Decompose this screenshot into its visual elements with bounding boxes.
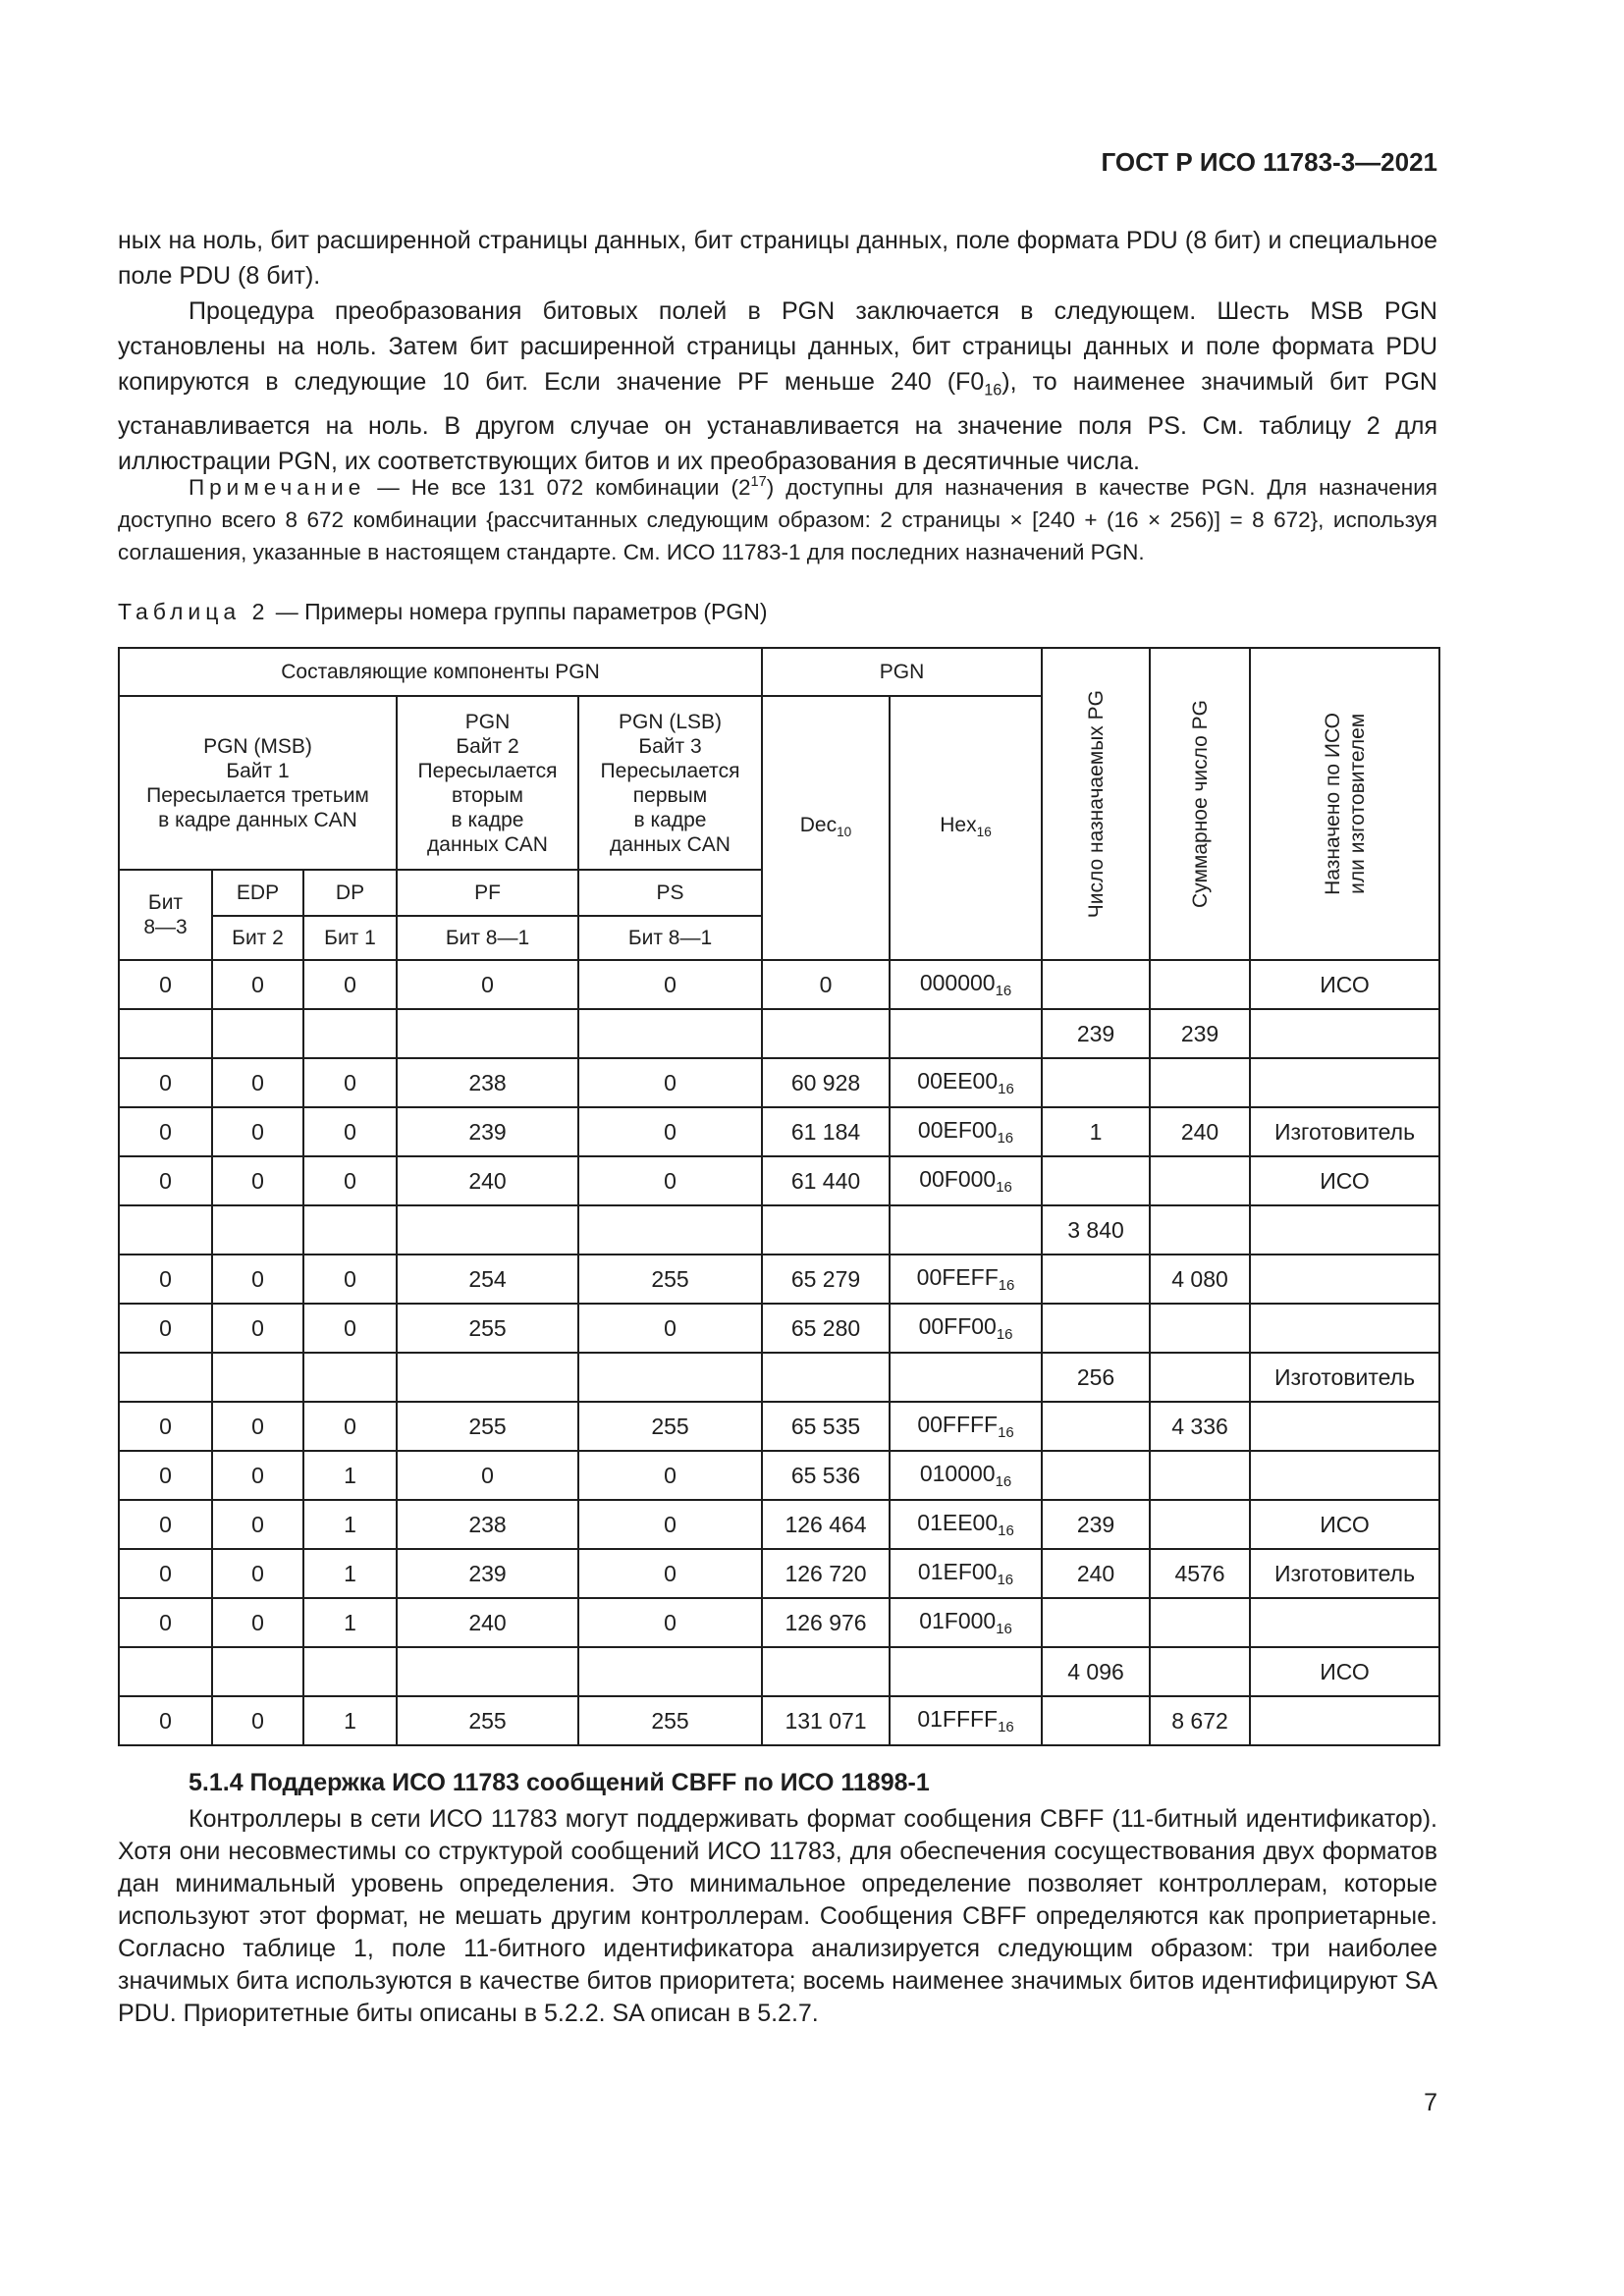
table-row — [119, 1647, 1439, 1696]
cell-b: 0 — [119, 1156, 212, 1205]
cell-ps: 0 — [578, 1156, 762, 1205]
cell-ps: 255 — [578, 1402, 762, 1451]
cell-hex: $000000_{16}$ — [890, 960, 1042, 1009]
cell-total — [1150, 1598, 1250, 1647]
cell-dec: 0 — [762, 960, 890, 1009]
cell-pf: 255 — [397, 1402, 578, 1451]
header-components: Составляющие компоненты PGN — [119, 648, 762, 696]
cell-ps: 0 — [578, 960, 762, 1009]
cell-edp: 0 — [212, 1598, 303, 1647]
cell-pf — [397, 1205, 578, 1255]
cell-assigned — [1250, 1255, 1439, 1304]
cell-assigned — [1250, 1598, 1439, 1647]
cell-assigned: ИСО — [1250, 1500, 1439, 1549]
header-bit2: Бит 2 — [212, 916, 303, 960]
cell-dp: 1 — [303, 1500, 397, 1549]
paragraph-continuation: ных на ноль, бит расширенной страницы данных, бит страницы данных, поле формата PDU (8 бит) и специальное поле PDU (8 бит). — [118, 227, 1437, 290]
cell-b: 0 — [119, 1255, 212, 1304]
cell-dec: 126 976 — [762, 1598, 890, 1647]
cell-pf: 0 — [397, 1451, 578, 1500]
cell-hex: $00EF00_{16}$ — [890, 1107, 1042, 1156]
cell-dp: 0 — [303, 1255, 397, 1304]
cell-total — [1150, 1205, 1250, 1255]
cell-hex — [890, 1647, 1042, 1696]
cell-edp: 0 — [212, 1304, 303, 1353]
cell-total: 8 672 — [1150, 1696, 1250, 1745]
cell-dec: 126 720 — [762, 1549, 890, 1598]
cell-hex: $00F000_{16}$ — [890, 1156, 1042, 1205]
note-label: Примечание — [189, 475, 366, 500]
table-row — [119, 1353, 1439, 1402]
cell-total — [1150, 960, 1250, 1009]
cell-edp — [212, 1205, 303, 1255]
cell-hex: $01EF00_{16}$ — [890, 1549, 1042, 1598]
pgn-table — [118, 647, 1440, 1746]
cell-edp: 0 — [212, 1107, 303, 1156]
cell-b: 0 — [119, 1058, 212, 1107]
header-count: Число назначаемых PG — [1042, 648, 1150, 960]
cell-dp: 0 — [303, 960, 397, 1009]
cell-ps: 0 — [578, 1598, 762, 1647]
note-block — [118, 471, 1437, 568]
table-row — [119, 960, 1439, 1009]
cell-ps: 0 — [578, 1304, 762, 1353]
header-msb: PGN (MSB) Байт 1 Пересылается третьим в кадре данных CAN — [119, 696, 397, 870]
table-caption-label: Таблица 2 — [118, 599, 270, 624]
cell-hex: $00FF00_{16}$ — [890, 1304, 1042, 1353]
cell-edp: 0 — [212, 1451, 303, 1500]
cell-assigned: ИСО — [1250, 1647, 1439, 1696]
header-lsb: PGN (LSB) Байт 3 Пересылается первым в кадре данных CAN — [578, 696, 762, 870]
cell-hex — [890, 1205, 1042, 1255]
cell-assigned: Изготовитель — [1250, 1107, 1439, 1156]
table-row — [119, 1696, 1439, 1745]
table-row — [119, 1009, 1439, 1058]
cell-ps: 255 — [578, 1696, 762, 1745]
cell-pf: 238 — [397, 1058, 578, 1107]
cell-count — [1042, 960, 1150, 1009]
cell-dec: 61 184 — [762, 1107, 890, 1156]
cell-count: 256 — [1042, 1353, 1150, 1402]
cell-edp: 0 — [212, 1549, 303, 1598]
header-bit1: Бит 1 — [303, 916, 397, 960]
cell-dp: 1 — [303, 1451, 397, 1500]
cell-total: 4 080 — [1150, 1255, 1250, 1304]
table-row — [119, 1451, 1439, 1500]
cell-dec — [762, 1647, 890, 1696]
cell-dec: 65 536 — [762, 1451, 890, 1500]
table-row — [119, 1107, 1439, 1156]
cell-total — [1150, 1500, 1250, 1549]
table-row — [119, 1402, 1439, 1451]
cell-ps — [578, 1009, 762, 1058]
cell-hex — [890, 1009, 1042, 1058]
cell-dec — [762, 1205, 890, 1255]
cell-total — [1150, 1647, 1250, 1696]
cell-ps — [578, 1647, 762, 1696]
header-pgn: PGN — [762, 648, 1042, 696]
cell-pf: 255 — [397, 1696, 578, 1745]
header-total: Суммарное число PG — [1150, 648, 1250, 960]
paragraph-procedure: Процедура преобразования битовых полей в PGN заключается в следующем. Шесть MSB PGN установлены на ноль. Затем бит расширенной страницы данных, бит страницы данных и поле формата PDU копируются в следующие 10 бит. Если значение PF меньше 240 $(F0_{16})$, то наименее значимый бит PGN устанавливается на ноль. В другом случае он устанавливается на значение поля PS. См. таблицу 2 для иллюстрации PGN, их соответствующих битов и их преобразования в десятичные числа. — [118, 297, 1437, 475]
cell-count — [1042, 1696, 1150, 1745]
section-paragraph: Контроллеры в сети ИСО 11783 могут поддерживать формат сообщения CBFF (11-битный идентификатор). Хотя они несовместимы со структурой сообщений ИСО 11783, для обеспечения сосуществования двух форматов дан минимальный уровень определения. Это минимальное определение позволяет контроллерам, которые используют этот формат, не мешать другим контроллерам. Сообщения CBFF определяются как проприетарные. Согласно таблице 1, поле 11-битного идентификатора анализируется следующим образом: три наиболее значимых бита используются в качестве битов приоритета; восемь наименее значимых битов идентифицируют SA PDU. Приоритетные биты описаны в 5.2.2. SA описан в 5.2.7. — [118, 1805, 1437, 2027]
cell-pf: 0 — [397, 960, 578, 1009]
cell-b: 0 — [119, 1500, 212, 1549]
cell-ps: 0 — [578, 1107, 762, 1156]
table-caption — [118, 599, 768, 625]
cell-count: 239 — [1042, 1009, 1150, 1058]
section-title: 5.1.4 Поддержка ИСО 11783 сообщений CBFF по ИСО 11898-1 — [189, 1769, 930, 1796]
cell-b — [119, 1647, 212, 1696]
table-row — [119, 1500, 1439, 1549]
cell-hex: $00FFFF_{16}$ — [890, 1402, 1042, 1451]
cell-dp — [303, 1647, 397, 1696]
cell-dec: 61 440 — [762, 1156, 890, 1205]
cell-count: 3 840 — [1042, 1205, 1150, 1255]
cell-total — [1150, 1058, 1250, 1107]
cell-dp — [303, 1205, 397, 1255]
header-bit: Бит 8—3 — [119, 870, 212, 960]
header-pf: PF — [397, 870, 578, 916]
table-row — [119, 1304, 1439, 1353]
cell-b: 0 — [119, 1451, 212, 1500]
cell-b: 0 — [119, 1549, 212, 1598]
cell-pf — [397, 1009, 578, 1058]
section-5-1-4 — [118, 1767, 1437, 2030]
cell-hex: $01F000_{16}$ — [890, 1598, 1042, 1647]
cell-dp: 1 — [303, 1598, 397, 1647]
cell-pf — [397, 1353, 578, 1402]
cell-total: 240 — [1150, 1107, 1250, 1156]
cell-dec: 65 535 — [762, 1402, 890, 1451]
cell-pf — [397, 1647, 578, 1696]
cell-edp: 0 — [212, 1255, 303, 1304]
cell-dp: 1 — [303, 1696, 397, 1745]
cell-pf: 239 — [397, 1107, 578, 1156]
cell-count — [1042, 1451, 1150, 1500]
cell-dec — [762, 1353, 890, 1402]
header-bit81-ps: Бит 8—1 — [578, 916, 762, 960]
cell-ps: 0 — [578, 1549, 762, 1598]
cell-pf: 240 — [397, 1156, 578, 1205]
cell-hex: $00FEFF_{16}$ — [890, 1255, 1042, 1304]
cell-assigned — [1250, 1451, 1439, 1500]
cell-dp: 0 — [303, 1156, 397, 1205]
table-row — [119, 1156, 1439, 1205]
cell-pf: 240 — [397, 1598, 578, 1647]
cell-dec: 60 928 — [762, 1058, 890, 1107]
table-row — [119, 1255, 1439, 1304]
header-dp: DP — [303, 870, 397, 916]
page-number: 7 — [1424, 2089, 1437, 2116]
cell-dec — [762, 1009, 890, 1058]
cell-hex: $01EE00_{16}$ — [890, 1500, 1042, 1549]
cell-pf: 254 — [397, 1255, 578, 1304]
cell-b: 0 — [119, 1304, 212, 1353]
cell-assigned — [1250, 1058, 1439, 1107]
cell-b: 0 — [119, 1402, 212, 1451]
header-assigned: Назначено по ИСО или изготовителем — [1250, 648, 1439, 960]
cell-count: 239 — [1042, 1500, 1150, 1549]
cell-assigned: ИСО — [1250, 1156, 1439, 1205]
cell-pf: 238 — [397, 1500, 578, 1549]
cell-dp: 0 — [303, 1304, 397, 1353]
cell-count: 1 — [1042, 1107, 1150, 1156]
cell-edp: 0 — [212, 1156, 303, 1205]
cell-edp: 0 — [212, 1696, 303, 1745]
cell-b: 0 — [119, 1107, 212, 1156]
cell-total — [1150, 1304, 1250, 1353]
header-byte2: PGN Байт 2 Пересылается вторым в кадре данных CAN — [397, 696, 578, 870]
cell-assigned: Изготовитель — [1250, 1353, 1439, 1402]
cell-count — [1042, 1058, 1150, 1107]
cell-edp: 0 — [212, 1402, 303, 1451]
cell-assigned — [1250, 1402, 1439, 1451]
cell-hex: $010000_{16}$ — [890, 1451, 1042, 1500]
cell-ps — [578, 1205, 762, 1255]
cell-dp: 0 — [303, 1058, 397, 1107]
cell-edp: 0 — [212, 1500, 303, 1549]
cell-edp — [212, 1647, 303, 1696]
cell-count — [1042, 1156, 1150, 1205]
cell-dp: 0 — [303, 1402, 397, 1451]
cell-edp — [212, 1353, 303, 1402]
cell-b: 0 — [119, 1696, 212, 1745]
cell-b — [119, 1353, 212, 1402]
document-header: ГОСТ Р ИСО 11783-3—2021 — [1101, 147, 1437, 177]
cell-count: 4 096 — [1042, 1647, 1150, 1696]
cell-count — [1042, 1598, 1150, 1647]
cell-total — [1150, 1353, 1250, 1402]
cell-edp — [212, 1009, 303, 1058]
cell-dp: 0 — [303, 1107, 397, 1156]
cell-ps: 0 — [578, 1451, 762, 1500]
cell-b — [119, 1205, 212, 1255]
cell-dec: 131 071 — [762, 1696, 890, 1745]
cell-dp — [303, 1353, 397, 1402]
table-row — [119, 1205, 1439, 1255]
header-dec: Dec$_{10}$ — [762, 696, 890, 960]
cell-b: 0 — [119, 1598, 212, 1647]
table-row — [119, 1549, 1439, 1598]
cell-total: 4576 — [1150, 1549, 1250, 1598]
cell-assigned — [1250, 1205, 1439, 1255]
note-paragraph: Примечание — Не все 131 072 комбинации $(2^{17})$ доступны для назначения в качестве PGN. Для назначения доступно всего 8 672 комбинации {рассчитанных следующим образом: 2 страницы × [240 + (16 × 256)] = 8 672}, используя соглашения, указанные в настоящем стандарте. См. ИСО 11783-1 для последних назначений PGN. — [118, 474, 1437, 564]
header-hex: Hex$_{16}$ — [890, 696, 1042, 960]
cell-hex — [890, 1353, 1042, 1402]
cell-pf: 255 — [397, 1304, 578, 1353]
cell-hex: $00EE00_{16}$ — [890, 1058, 1042, 1107]
cell-count — [1042, 1402, 1150, 1451]
header-bit81-pf: Бит 8—1 — [397, 916, 578, 960]
cell-dec: 126 464 — [762, 1500, 890, 1549]
cell-count — [1042, 1304, 1150, 1353]
cell-assigned: Изготовитель — [1250, 1549, 1439, 1598]
cell-total: 4 336 — [1150, 1402, 1250, 1451]
cell-b: 0 — [119, 960, 212, 1009]
cell-edp: 0 — [212, 1058, 303, 1107]
cell-edp: 0 — [212, 960, 303, 1009]
table-row — [119, 1058, 1439, 1107]
cell-dp — [303, 1009, 397, 1058]
cell-dec: 65 279 — [762, 1255, 890, 1304]
cell-ps — [578, 1353, 762, 1402]
cell-ps: 255 — [578, 1255, 762, 1304]
cell-total — [1150, 1156, 1250, 1205]
cell-assigned — [1250, 1304, 1439, 1353]
header-edp: EDP — [212, 870, 303, 916]
table-caption-text: — Примеры номера группы параметров (PGN) — [269, 599, 768, 624]
cell-b — [119, 1009, 212, 1058]
cell-hex: $01FFFF_{16}$ — [890, 1696, 1042, 1745]
cell-assigned — [1250, 1696, 1439, 1745]
cell-assigned: ИСО — [1250, 960, 1439, 1009]
body-paragraphs — [118, 223, 1437, 479]
cell-ps: 0 — [578, 1500, 762, 1549]
cell-dec: 65 280 — [762, 1304, 890, 1353]
cell-count — [1042, 1255, 1150, 1304]
header-ps: PS — [578, 870, 762, 916]
table-body — [119, 960, 1439, 1745]
cell-pf: 239 — [397, 1549, 578, 1598]
cell-assigned — [1250, 1009, 1439, 1058]
cell-ps: 0 — [578, 1058, 762, 1107]
cell-count: 240 — [1042, 1549, 1150, 1598]
cell-total: 239 — [1150, 1009, 1250, 1058]
cell-dp: 1 — [303, 1549, 397, 1598]
table-row — [119, 1598, 1439, 1647]
cell-total — [1150, 1451, 1250, 1500]
